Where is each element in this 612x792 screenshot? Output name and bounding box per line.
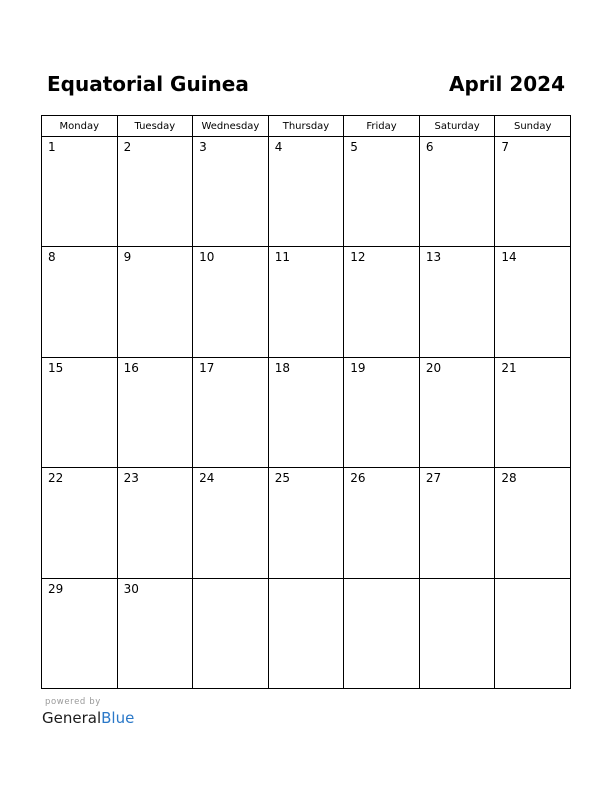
day-number: 30	[123, 581, 139, 596]
day-number: 10	[199, 250, 215, 265]
day-number: 2	[123, 140, 132, 154]
day-cell	[117, 247, 193, 357]
day-number: 27	[425, 471, 442, 486]
day-number: 22	[48, 471, 64, 486]
day-number: 29	[48, 581, 64, 596]
day-cell	[495, 578, 571, 688]
logo-text-blue: Blue	[101, 709, 135, 727]
day-number: 11	[274, 250, 290, 265]
day-number: 19	[350, 360, 366, 375]
powered-by-label: powered by	[45, 697, 101, 707]
day-number: 4	[274, 140, 283, 154]
day-number: 15	[48, 360, 64, 375]
day-cell	[344, 578, 420, 688]
day-number: 9	[123, 250, 132, 265]
day-number	[269, 579, 344, 582]
week-row	[42, 357, 571, 467]
day-cell	[268, 357, 344, 467]
day-number: 23	[123, 471, 139, 486]
day-number: 3	[199, 140, 207, 154]
day-number: 16	[123, 360, 139, 375]
week-row	[42, 247, 571, 357]
day-cell	[344, 247, 420, 357]
day-number: 7	[501, 140, 510, 154]
weekday-header-friday: Friday	[344, 116, 420, 137]
generalblue-logo[interactable]	[42, 709, 134, 727]
day-cell	[117, 468, 193, 578]
day-number: 8	[48, 250, 56, 265]
day-number: 5	[350, 140, 358, 154]
day-cell	[117, 137, 193, 247]
day-cell	[495, 247, 571, 357]
day-number	[193, 579, 268, 582]
day-cell	[344, 137, 420, 247]
day-cell	[495, 357, 571, 467]
week-row	[42, 468, 571, 578]
day-number: 20	[425, 360, 442, 375]
day-cell	[193, 247, 269, 357]
weekday-header-thursday: Thursday	[268, 116, 344, 137]
day-cell	[344, 357, 420, 467]
day-number	[344, 579, 419, 582]
day-number: 17	[199, 360, 215, 375]
day-cell	[42, 578, 118, 688]
day-cell	[419, 357, 495, 467]
day-number: 26	[350, 471, 366, 486]
calendar-grid	[41, 115, 571, 689]
day-cell	[268, 578, 344, 688]
weekday-header-row	[42, 116, 571, 137]
calendar-month-year-title: April 2024	[449, 72, 565, 96]
day-number	[420, 579, 495, 582]
day-cell	[495, 468, 571, 578]
day-cell	[268, 468, 344, 578]
day-number: 6	[425, 140, 434, 154]
day-cell	[419, 137, 495, 247]
day-cell	[419, 247, 495, 357]
weekday-header-monday: Monday	[42, 116, 118, 137]
weekday-header-sunday: Sunday	[495, 116, 571, 137]
day-cell	[117, 357, 193, 467]
weekday-header-saturday: Saturday	[419, 116, 495, 137]
day-number	[495, 579, 570, 582]
day-cell	[42, 137, 118, 247]
day-cell	[117, 578, 193, 688]
weekday-header-tuesday: Tuesday	[117, 116, 193, 137]
day-number: 18	[274, 360, 290, 375]
day-cell	[419, 468, 495, 578]
logo-text-general: General	[42, 709, 102, 727]
week-row	[42, 578, 571, 688]
day-cell	[42, 357, 118, 467]
day-cell	[193, 468, 269, 578]
day-cell	[42, 468, 118, 578]
day-cell	[495, 137, 571, 247]
day-number: 13	[425, 250, 442, 265]
day-number: 25	[274, 471, 290, 486]
day-cell	[193, 137, 269, 247]
day-cell	[344, 468, 420, 578]
day-cell	[268, 247, 344, 357]
day-number: 28	[501, 471, 517, 486]
day-number: 12	[350, 250, 366, 265]
day-number: 21	[501, 360, 517, 375]
day-cell	[193, 578, 269, 688]
day-number: 14	[501, 250, 517, 265]
week-row	[42, 137, 571, 247]
day-cell	[419, 578, 495, 688]
calendar-country-title: Equatorial Guinea	[47, 72, 249, 96]
day-number: 1	[48, 140, 56, 154]
weekday-header-wednesday: Wednesday	[193, 116, 269, 137]
day-cell	[268, 137, 344, 247]
day-number: 24	[199, 471, 215, 486]
day-cell	[42, 247, 118, 357]
day-cell	[193, 357, 269, 467]
